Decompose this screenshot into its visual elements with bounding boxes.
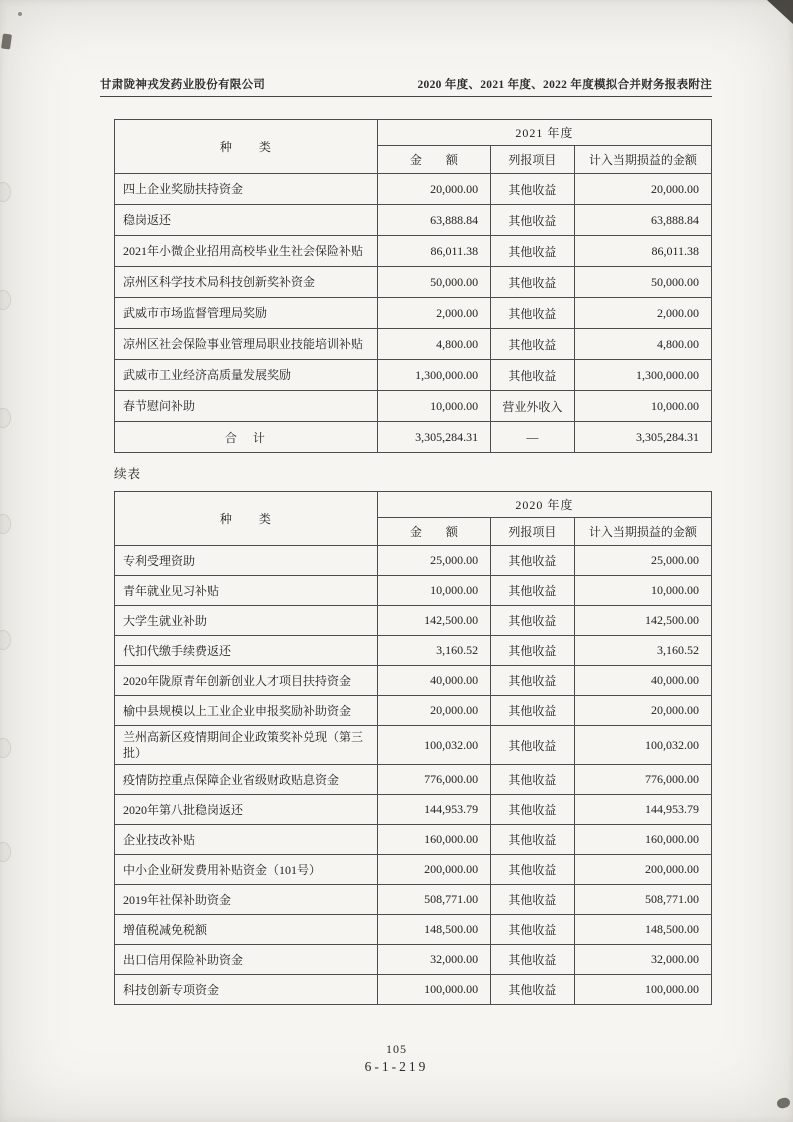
table-row [115,329,712,360]
table-row [115,391,712,422]
included-amount: 20,000.00 [574,696,711,726]
subsidy-amount: 200,000.00 [377,855,490,885]
table-row [115,360,712,391]
report-item: 其他收益 [491,546,575,576]
scan-mark-top-left [1,33,12,49]
subsidy-category: 武威市工业经济高质量发展奖励 [115,360,378,391]
scan-punch-hole [0,514,11,534]
scan-corner-mark-top-right [767,0,793,24]
table-row [115,636,712,666]
column-header-included-amount: 计入当期损益的金额 [574,146,711,174]
report-item: 其他收益 [491,915,575,945]
included-amount: 10,000.00 [574,391,711,422]
table-header-row [115,492,712,518]
table-row [115,236,712,267]
subsidy-category: 榆中县规模以上工业企业申报奖励补助资金 [115,696,378,726]
report-item: 其他收益 [491,298,575,329]
subsidy-amount: 86,011.38 [377,236,490,267]
subsidy-category: 稳岗返还 [115,205,378,236]
included-amount: 160,000.00 [574,825,711,855]
report-item: 其他收益 [491,576,575,606]
total-row [115,422,712,453]
subsidy-category: 兰州高新区疫情期间企业政策奖补兑现（第三批） [115,726,378,765]
subsidy-category: 2020年第八批稳岗返还 [115,795,378,825]
included-amount: 100,032.00 [574,726,711,765]
report-item: 其他收益 [491,267,575,298]
included-amount: 32,000.00 [574,945,711,975]
included-amount: 4,800.00 [574,329,711,360]
table-row [115,546,712,576]
subsidy-category: 2020年陇原青年创新创业人才项目扶持资金 [115,666,378,696]
subsidy-amount: 776,000.00 [377,765,490,795]
table-header-row [115,120,712,146]
subsidy-amount: 4,800.00 [377,329,490,360]
column-header-amount: 金 额 [377,518,490,546]
report-item: 其他收益 [491,360,575,391]
table-row [115,696,712,726]
subsidy-amount: 1,300,000.00 [377,360,490,391]
subsidy-amount: 100,032.00 [377,726,490,765]
table-row [115,726,712,765]
table-row [115,885,712,915]
scan-punch-hole [0,738,11,758]
report-item: 营业外收入 [491,391,575,422]
subsidy-amount: 10,000.00 [377,576,490,606]
subsidy-table-2020 [114,491,712,1005]
subsidy-amount: 50,000.00 [377,267,490,298]
subsidy-category: 武威市市场监督管理局奖励 [115,298,378,329]
period-header-2021: 2021 年度 [377,120,711,146]
subsidy-amount: 20,000.00 [377,174,490,205]
continued-table-label: 续表 [114,467,142,481]
subsidy-amount: 63,888.84 [377,205,490,236]
report-item: 其他收益 [491,205,575,236]
subsidy-amount: 100,000.00 [377,975,490,1005]
scan-punch-hole [0,182,11,202]
subsidy-amount: 142,500.00 [377,606,490,636]
document-header [100,76,712,97]
report-item: 其他收益 [491,636,575,666]
table-row [115,267,712,298]
report-item: 其他收益 [491,945,575,975]
report-item: 其他收益 [491,726,575,765]
table-row [115,666,712,696]
subsidy-category: 代扣代缴手续费返还 [115,636,378,666]
table-row [115,765,712,795]
table-row [115,298,712,329]
scan-punch-hole [0,408,11,428]
total-included-amount: 3,305,284.31 [574,422,711,453]
included-amount: 25,000.00 [574,546,711,576]
subsidy-category: 青年就业见习补贴 [115,576,378,606]
report-item: 其他收益 [491,606,575,636]
included-amount: 40,000.00 [574,666,711,696]
subsidy-category: 科技创新专项资金 [115,975,378,1005]
document-content [100,76,712,1005]
subsidy-amount: 148,500.00 [377,915,490,945]
column-header-report-item: 列报项目 [491,146,575,174]
total-label: 合 计 [115,422,378,453]
document-number: 6-1-219 [364,1059,429,1074]
report-item: 其他收益 [491,825,575,855]
table-row [115,855,712,885]
subsidy-category: 增值税减免税额 [115,915,378,945]
company-name: 甘肃陇神戎发药业股份有限公司 [100,79,266,91]
included-amount: 50,000.00 [574,267,711,298]
included-amount: 3,160.52 [574,636,711,666]
subsidy-category: 出口信用保险补助资金 [115,945,378,975]
subsidy-amount: 32,000.00 [377,945,490,975]
report-item: 其他收益 [491,885,575,915]
subsidy-amount: 25,000.00 [377,546,490,576]
report-item: 其他收益 [491,795,575,825]
column-header-category: 种 类 [115,492,378,546]
column-header-report-item: 列报项目 [491,518,575,546]
subsidy-category: 大学生就业补助 [115,606,378,636]
report-item: 其他收益 [491,855,575,885]
subsidy-amount: 40,000.00 [377,666,490,696]
table-row [115,825,712,855]
subsidy-category: 春节慰问补助 [115,391,378,422]
total-amount: 3,305,284.31 [377,422,490,453]
included-amount: 148,500.00 [574,915,711,945]
table-row [115,576,712,606]
report-item: 其他收益 [491,174,575,205]
included-amount: 63,888.84 [574,205,711,236]
subsidy-category: 2021年小微企业招用高校毕业生社会保险补贴 [115,236,378,267]
column-header-category: 种 类 [115,120,378,174]
table-row [115,915,712,945]
column-header-included-amount: 计入当期损益的金额 [574,518,711,546]
column-header-amount: 金 额 [377,146,490,174]
report-item: 其他收益 [491,329,575,360]
included-amount: 10,000.00 [574,576,711,606]
report-item: 其他收益 [491,696,575,726]
report-item: 其他收益 [491,765,575,795]
subsidy-category: 四上企业奖励扶持资金 [115,174,378,205]
subsidy-amount: 20,000.00 [377,696,490,726]
scan-mark-bottom-right [776,1096,791,1109]
included-amount: 1,300,000.00 [574,360,711,391]
subsidy-amount: 144,953.79 [377,795,490,825]
scan-punch-hole [0,842,11,862]
included-amount: 100,000.00 [574,975,711,1005]
page-number: 105 [386,1042,407,1056]
table-row [115,975,712,1005]
included-amount: 142,500.00 [574,606,711,636]
subsidy-amount: 3,160.52 [377,636,490,666]
subsidy-category: 凉州区社会保险事业管理局职业技能培训补贴 [115,329,378,360]
subsidy-category: 企业技改补贴 [115,825,378,855]
scan-punch-hole [0,630,11,650]
included-amount: 776,000.00 [574,765,711,795]
subsidy-category: 中小企业研发费用补贴资金（101号） [115,855,378,885]
scan-speck [18,12,22,16]
table-row [115,174,712,205]
included-amount: 20,000.00 [574,174,711,205]
report-item: 其他收益 [491,975,575,1005]
subsidy-category: 凉州区科学技术局科技创新奖补资金 [115,267,378,298]
included-amount: 86,011.38 [574,236,711,267]
subsidy-category: 疫情防控重点保障企业省级财政贴息资金 [115,765,378,795]
total-report-item: — [491,422,575,453]
included-amount: 200,000.00 [574,855,711,885]
included-amount: 508,771.00 [574,885,711,915]
table-row [115,945,712,975]
table-row [115,205,712,236]
included-amount: 2,000.00 [574,298,711,329]
report-item: 其他收益 [491,236,575,267]
period-header-2020: 2020 年度 [377,492,711,518]
table-row [115,795,712,825]
report-item: 其他收益 [491,666,575,696]
subsidy-table-2021 [114,119,712,453]
subsidy-category: 2019年社保补助资金 [115,885,378,915]
table-row [115,606,712,636]
subsidy-amount: 508,771.00 [377,885,490,915]
report-title: 2020 年度、2021 年度、2022 年度模拟合并财务报表附注 [417,79,712,91]
included-amount: 144,953.79 [574,795,711,825]
subsidy-amount: 10,000.00 [377,391,490,422]
scan-punch-hole [0,290,11,310]
subsidy-category: 专利受理资助 [115,546,378,576]
subsidy-amount: 2,000.00 [377,298,490,329]
subsidy-amount: 160,000.00 [377,825,490,855]
document-footer [0,1042,793,1075]
